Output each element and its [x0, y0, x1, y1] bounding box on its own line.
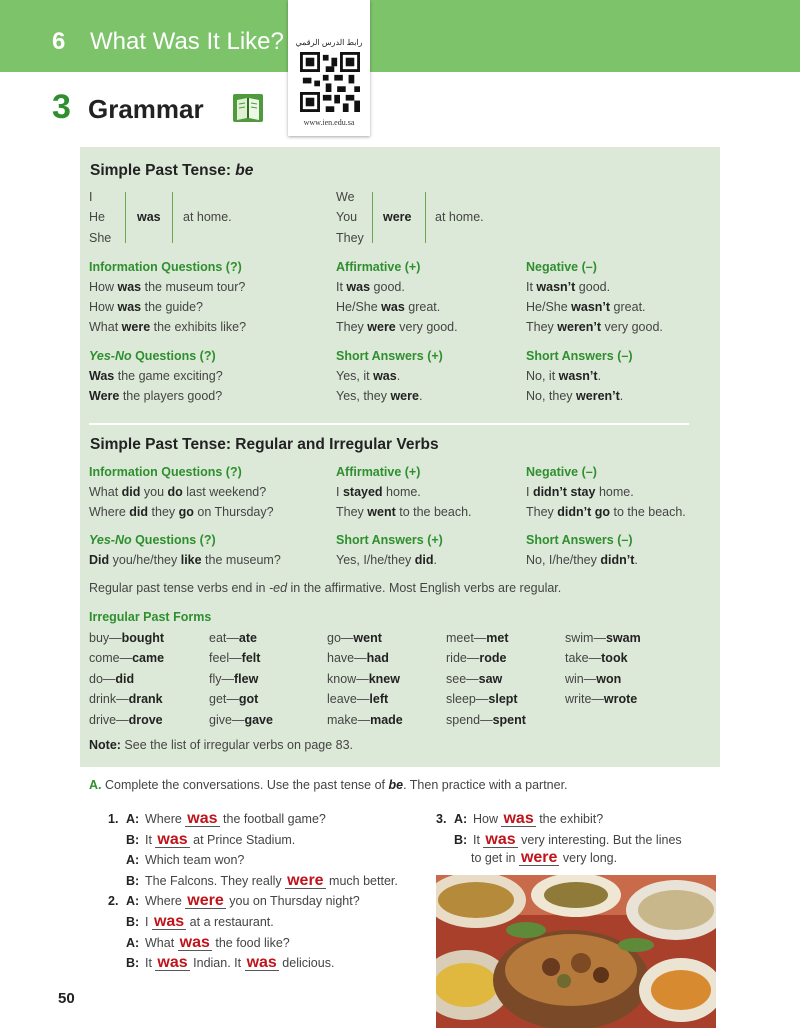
be-rest-right: at home.: [435, 210, 484, 224]
be-info-line: How was the guide?: [89, 300, 203, 314]
be-sa-neg-heading: Short Answers (–): [526, 349, 633, 363]
answer-blank[interactable]: were: [287, 871, 324, 889]
be-info-line: What were the exhibits like?: [89, 320, 247, 334]
be-verb-was: was: [137, 210, 161, 224]
exercise-line: 3. A: How was the exhibit?: [436, 810, 604, 827]
irregular-verb-pair: get—got: [209, 692, 259, 707]
exercise-line: B: It was at Prince Stadium.: [126, 830, 296, 848]
irregular-verb-pair: drink—drank: [89, 692, 163, 707]
be-verb-were: were: [383, 210, 412, 224]
irregular-verb-pair: make—made: [327, 712, 403, 727]
divider-line: [372, 192, 373, 243]
be-neg-heading: Negative (–): [526, 260, 597, 274]
be-subject-they: They: [336, 231, 364, 245]
reg-aff-line: They went to the beach.: [336, 505, 472, 519]
irregular-verb-pair: do—did: [89, 671, 135, 686]
be-subject-i: I: [89, 190, 93, 204]
be-sa-neg-line: No, they weren’t.: [526, 389, 624, 403]
reg-yn-heading: Yes-No Questions (?): [89, 533, 216, 547]
be-neg-line: It wasn’t good.: [526, 280, 611, 294]
food-photo: [436, 875, 716, 1028]
exercise-line: B: I was at a restaurant.: [126, 913, 274, 930]
irregular-verb-pair: sleep—slept: [446, 692, 518, 707]
answer-blank[interactable]: was: [246, 954, 277, 972]
irregular-verb-pair: give—gave: [209, 712, 273, 727]
irregular-footnote: Note: See the list of irregular verbs on page 83.: [89, 738, 354, 752]
irregular-verb-pair: write—wrote: [565, 692, 638, 707]
exercise-line: B: It was Indian. It was delicious.: [126, 954, 335, 972]
qr-card[interactable]: [288, 0, 370, 136]
reg-neg-line: I didn’t stay home.: [526, 485, 634, 499]
qr-url: www.ien.edu.sa: [303, 118, 355, 127]
answer-blank[interactable]: were: [187, 892, 224, 910]
be-subject-she: She: [89, 231, 112, 245]
be-sa-pos-line: Yes, it was.: [336, 369, 401, 383]
reg-aff-line: I stayed home.: [336, 485, 421, 499]
answer-blank[interactable]: was: [187, 810, 218, 827]
answer-blank[interactable]: was: [503, 810, 534, 827]
reg-sa-neg-heading: Short Answers (–): [526, 533, 633, 547]
be-subject-you: You: [336, 210, 358, 224]
reg-sa-pos-line: Yes, I/he/they did.: [336, 553, 437, 567]
be-aff-line: It was good.: [336, 280, 405, 294]
section-title: Grammar: [88, 94, 204, 124]
page-number: 50: [58, 990, 75, 1007]
section-number: 3: [52, 88, 71, 126]
irregular-verb-pair: ride—rode: [446, 651, 507, 666]
divider-line: [172, 192, 173, 243]
be-section-title: Simple Past Tense: be: [90, 162, 254, 179]
irregular-verb-pair: buy—bought: [89, 631, 164, 645]
qr-label: رابط الدرس الرقمي: [295, 38, 363, 47]
be-info-heading: Information Questions (?): [89, 260, 242, 274]
exercise-instructions: A. Complete the conversations. Use the past tense of be. Then practice with a partner.: [89, 778, 568, 792]
be-sa-pos-line: Yes, they were.: [336, 389, 423, 403]
exercise-line: B: The Falcons. They really were much better.: [126, 871, 398, 889]
reg-info-heading: Information Questions (?): [89, 465, 242, 479]
reg-sa-pos-heading: Short Answers (+): [336, 533, 443, 547]
answer-blank[interactable]: was: [157, 830, 188, 848]
answer-blank[interactable]: was: [153, 913, 185, 930]
reg-neg-heading: Negative (–): [526, 465, 597, 479]
irregular-verb-pair: spend—spent: [446, 712, 526, 727]
irregular-verb-pair: see—saw: [446, 671, 503, 686]
irregular-verb-pair: leave—left: [327, 692, 389, 707]
irregular-verb-pair: meet—met: [446, 631, 509, 645]
exercise-line: A: What was the food like?: [126, 933, 290, 951]
reg-section-title: Simple Past Tense: Regular and Irregular Verbs: [90, 436, 439, 453]
be-rest-left: at home.: [183, 210, 232, 224]
irregular-verb-pair: go—went: [327, 631, 382, 645]
reg-info-line: What did you do last weekend?: [89, 485, 267, 499]
section-divider: [89, 423, 689, 425]
be-sa-pos-heading: Short Answers (+): [336, 349, 443, 363]
qr-code-icon[interactable]: [300, 52, 360, 112]
reg-info-line: Where did they go on Thursday?: [89, 505, 274, 519]
exercise-line: 1. A: Where was the football game?: [108, 810, 326, 827]
irregular-verb-pair: take—took: [565, 651, 628, 666]
irregular-verb-pair: have—had: [327, 651, 389, 666]
be-aff-heading: Affirmative (+): [336, 260, 421, 274]
irregular-verb-pair: fly—flew: [209, 671, 259, 686]
exercise-line: B: It was very interesting. But the lines: [454, 830, 682, 848]
reg-aff-heading: Affirmative (+): [336, 465, 421, 479]
unit-number: 6: [52, 28, 66, 55]
answer-blank[interactable]: was: [157, 954, 188, 972]
reg-neg-line: They didn’t go to the beach.: [526, 505, 686, 519]
reg-sa-neg-line: No, I/he/they didn’t.: [526, 553, 638, 567]
regular-verbs-note: Regular past tense verbs end in -ed in the affirmative. Most English verbs are regular.: [89, 581, 562, 595]
irregular-verb-pair: win—won: [565, 671, 622, 686]
irregular-verb-pair: know—knew: [327, 671, 400, 686]
reg-yn-line: Did you/he/they like the museum?: [89, 553, 281, 567]
be-subject-he: He: [89, 210, 105, 224]
be-info-line: How was the museum tour?: [89, 280, 246, 294]
exercise-line-continued: to get in were very long.: [471, 849, 618, 866]
be-yn-line: Were the players good?: [89, 389, 223, 403]
irregular-verb-pair: swim—swam: [565, 631, 641, 645]
irregular-verb-pair: drive—drove: [89, 712, 163, 727]
be-neg-line: They weren’t very good.: [526, 320, 663, 334]
be-sa-neg-line: No, it wasn’t.: [526, 369, 602, 383]
grammar-box: [80, 147, 720, 767]
unit-title: What Was It Like?: [90, 28, 284, 55]
be-yn-heading: Yes-No Questions (?): [89, 349, 216, 363]
be-aff-line: He/She was great.: [336, 300, 441, 314]
answer-blank[interactable]: were: [520, 849, 558, 866]
be-subject-we: We: [336, 190, 355, 204]
exercise-line: A: Which team won?: [126, 853, 245, 868]
answer-blank[interactable]: was: [485, 830, 516, 848]
irregular-verb-pair: feel—felt: [209, 651, 261, 666]
be-yn-line: Was the game exciting?: [89, 369, 223, 383]
divider-line: [425, 192, 426, 243]
divider-line: [125, 192, 126, 243]
be-neg-line: He/She wasn’t great.: [526, 300, 646, 314]
irregular-heading: Irregular Past Forms: [89, 610, 212, 624]
answer-blank[interactable]: was: [179, 933, 210, 951]
be-aff-line: They were very good.: [336, 320, 458, 334]
irregular-verb-pair: come—came: [89, 651, 165, 666]
book-icon: [232, 92, 264, 124]
irregular-verb-pair: eat—ate: [209, 631, 257, 645]
exercise-line: 2. A: Where were you on Thursday night?: [108, 892, 360, 910]
